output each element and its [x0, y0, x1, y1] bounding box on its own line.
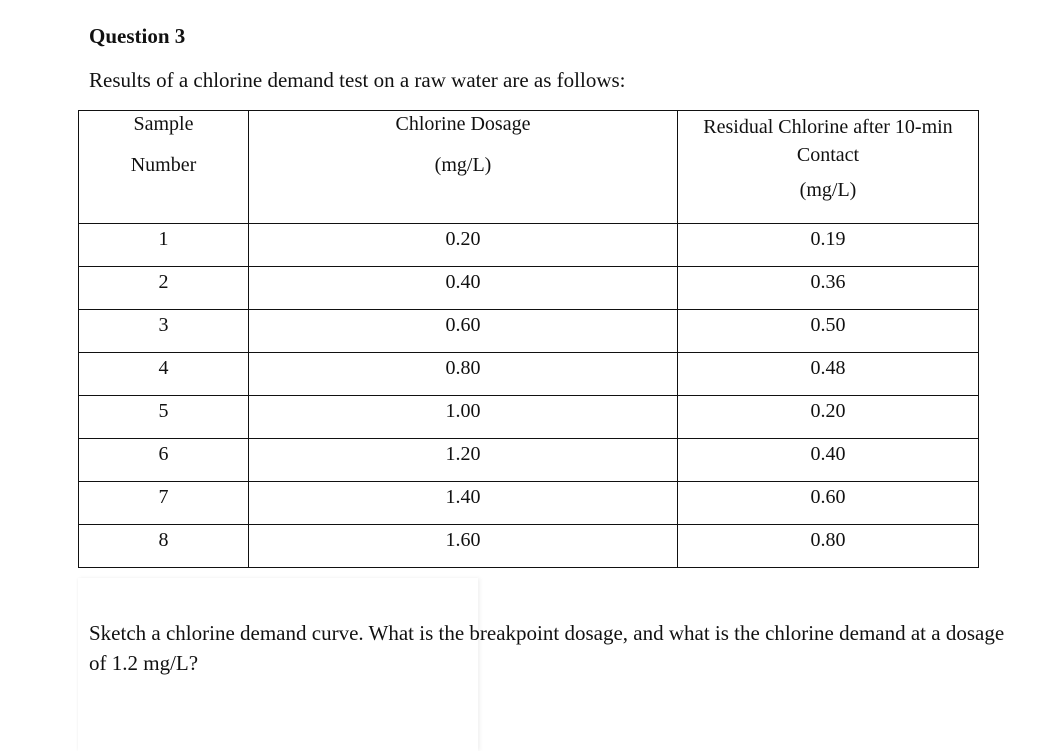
- header-sample-line2: Number: [130, 154, 197, 176]
- table-row: [79, 439, 979, 482]
- sample-cell: 6: [79, 439, 249, 482]
- table-row: [79, 525, 979, 568]
- sample-cell: 7: [79, 482, 249, 525]
- dosage-cell: 0.20: [249, 224, 678, 267]
- sample-cell: 8: [79, 525, 249, 568]
- header-residual-line2: (mg/L): [799, 179, 857, 201]
- sample-cell: 1: [79, 224, 249, 267]
- intro-text: Results of a chlorine demand test on a raw water are as follows:: [89, 68, 626, 92]
- table-header-row: [79, 111, 979, 224]
- dosage-cell: 1.20: [249, 439, 678, 482]
- table-row: [79, 224, 979, 267]
- header-dosage-line1: Chlorine Dosage: [395, 113, 531, 135]
- table-row: [79, 482, 979, 525]
- sample-cell: 5: [79, 396, 249, 439]
- dosage-cell: 1.00: [249, 396, 678, 439]
- residual-cell: 0.40: [678, 439, 979, 482]
- dosage-cell: 0.60: [249, 310, 678, 353]
- header-residual-line1: Residual Chlorine after 10-min Contact: [703, 116, 953, 166]
- header-sample-line1: Sample: [133, 113, 194, 135]
- residual-cell: 0.60: [678, 482, 979, 525]
- table-row: [79, 353, 979, 396]
- header-dosage-line2: (mg/L): [434, 154, 492, 176]
- residual-cell: 0.36: [678, 267, 979, 310]
- question-text: Sketch a chlorine demand curve. What is the breakpoint dosage, and what is the chlorine demand at a dosage of 1.2 mg/L?: [89, 621, 1005, 675]
- dosage-cell: 0.40: [249, 267, 678, 310]
- table-row: [79, 310, 979, 353]
- dosage-cell: 0.80: [249, 353, 678, 396]
- dosage-cell: 1.40: [249, 482, 678, 525]
- residual-cell: 0.20: [678, 396, 979, 439]
- residual-cell: 0.80: [678, 525, 979, 568]
- header-chlorine-dosage: [249, 111, 678, 224]
- header-sample-number: [79, 111, 249, 224]
- dosage-cell: 1.60: [249, 525, 678, 568]
- sample-cell: 2: [79, 267, 249, 310]
- table-row: [79, 267, 979, 310]
- table-body: [79, 224, 979, 568]
- residual-cell: 0.48: [678, 353, 979, 396]
- sample-cell: 4: [79, 353, 249, 396]
- residual-cell: 0.50: [678, 310, 979, 353]
- table-row: [79, 396, 979, 439]
- chlorine-demand-table: [78, 110, 979, 568]
- sample-cell: 3: [79, 310, 249, 353]
- header-residual-chlorine: [678, 111, 979, 224]
- question-title: Question 3: [89, 24, 186, 48]
- residual-cell: 0.19: [678, 224, 979, 267]
